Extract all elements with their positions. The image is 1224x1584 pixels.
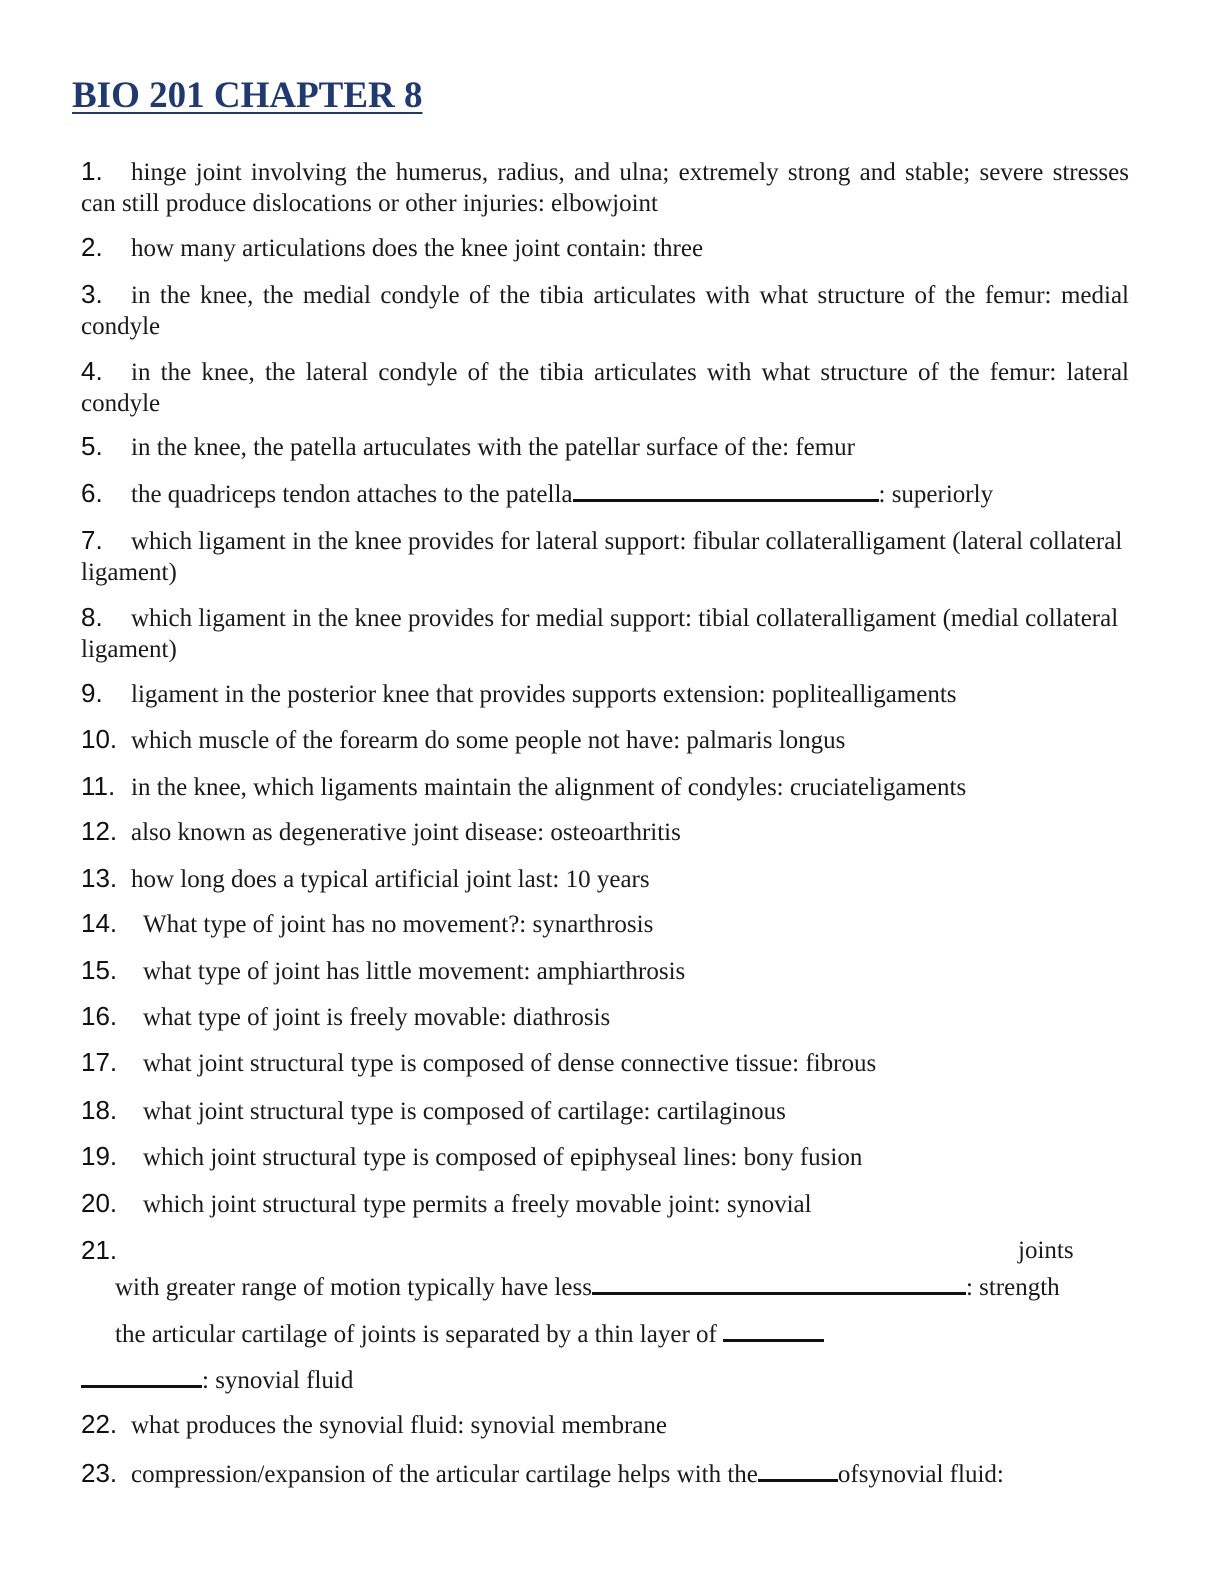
question-text: which ligament in the knee provides for lateral support: fibular collateralligament (lateral collateral ligament) xyxy=(81,528,1123,586)
question-12 xyxy=(81,816,1129,848)
question-text-before-blank: compression/expansion of the articular cartilage helps with the xyxy=(131,1461,758,1488)
question-3 xyxy=(81,279,1129,342)
question-number: 3. xyxy=(81,279,103,309)
answer-blank xyxy=(758,1457,838,1482)
question-21-line3 xyxy=(115,1317,824,1350)
question-number: 19. xyxy=(81,1141,118,1171)
question-text: in the knee, the lateral condyle of the tibia articulates with what structure of the femur: lateral condyle xyxy=(81,359,1129,417)
question-10 xyxy=(81,724,1129,756)
question-15 xyxy=(81,955,1129,987)
question-number: 22. xyxy=(81,1409,118,1439)
question-text-after-blank: : superiorly xyxy=(878,481,994,508)
question-text: in the knee, which ligaments maintain the alignment of condyles: cruciateligaments xyxy=(131,774,967,801)
answer-blank xyxy=(723,1317,824,1342)
question-13 xyxy=(81,863,1129,895)
question-number: 6. xyxy=(81,478,103,508)
question-text: what type of joint is freely movable: diathrosis xyxy=(143,1004,611,1031)
question-number: 1. xyxy=(81,156,103,186)
question-number: 14. xyxy=(81,908,118,938)
question-number: 17. xyxy=(81,1047,118,1077)
question-7 xyxy=(81,525,1129,588)
question-text-after-blank: : synovial fluid xyxy=(202,1367,354,1394)
question-text: which joint structural type is composed of epiphyseal lines: bony fusion xyxy=(143,1144,863,1171)
question-16 xyxy=(81,1001,1129,1033)
question-22 xyxy=(81,1409,1129,1441)
answer-blank xyxy=(81,1363,202,1388)
question-text-after-blank: : strength xyxy=(965,1274,1060,1301)
question-text-before-blank: the quadriceps tendon attaches to the patella xyxy=(131,481,573,508)
question-number: 11. xyxy=(81,771,116,801)
question-14 xyxy=(81,908,1129,940)
question-18 xyxy=(81,1095,1129,1127)
question-2 xyxy=(81,232,1129,264)
question-number: 23. xyxy=(81,1458,118,1488)
question-text: which ligament in the knee provides for medial support: tibial collateralligament (medial collateral ligament) xyxy=(81,605,1119,663)
question-text: what type of joint has little movement: amphiarthrosis xyxy=(143,958,686,985)
question-number: 13. xyxy=(81,863,118,893)
question-number: 2. xyxy=(81,232,103,262)
question-text: how many articulations does the knee joint contain: three xyxy=(131,235,704,262)
question-11 xyxy=(81,771,1129,803)
page-title: BIO 201 CHAPTER 8 xyxy=(72,75,423,116)
question-8 xyxy=(81,602,1129,665)
question-20 xyxy=(81,1188,1129,1220)
question-number: 16. xyxy=(81,1001,118,1031)
question-21 xyxy=(81,1235,1129,1267)
question-text: ligament in the posterior knee that provides supports extension: poplitealligaments xyxy=(131,681,957,708)
question-number: 7. xyxy=(81,525,103,555)
question-9 xyxy=(81,678,1129,710)
question-1 xyxy=(81,156,1129,219)
question-23 xyxy=(81,1457,1129,1490)
question-6 xyxy=(81,477,1129,510)
question-number: 5. xyxy=(81,431,103,461)
question-number: 8. xyxy=(81,602,103,632)
question-number: 9. xyxy=(81,678,103,708)
question-4 xyxy=(81,356,1129,419)
question-text: What type of joint has no movement?: synarthrosis xyxy=(143,911,654,938)
question-text-after-blank: ofsynovial fluid: xyxy=(837,1461,1004,1488)
question-number: 10. xyxy=(81,724,118,754)
question-number: 12. xyxy=(81,816,118,846)
question-number: 18. xyxy=(81,1095,118,1125)
question-number: 15. xyxy=(81,955,118,985)
question-text: which joint structural type permits a freely movable joint: synovial xyxy=(143,1191,812,1218)
question-text: also known as degenerative joint disease: osteoarthritis xyxy=(131,819,681,846)
question-text: in the knee, the patella artuculates with the patellar surface of the: femur xyxy=(131,434,855,461)
answer-blank xyxy=(592,1270,966,1295)
question-19 xyxy=(81,1141,1129,1173)
question-number: 4. xyxy=(81,356,103,386)
question-text: in the knee, the medial condyle of the tibia articulates with what structure of the femur: medial condyle xyxy=(81,282,1129,340)
question-21-line1-word: joints xyxy=(1018,1237,1074,1264)
question-5 xyxy=(81,431,1129,463)
question-21-line2 xyxy=(115,1270,1060,1303)
question-text: the articular cartilage of joints is separated by a thin layer of xyxy=(115,1321,717,1348)
question-text: hinge joint involving the humerus, radius, and ulna; extremely strong and stable; severe stresses can still produce dislocations or other injuries: elbowjoint xyxy=(81,159,1129,217)
question-text-before-blank: with greater range of motion typically have less xyxy=(115,1274,592,1301)
question-text: what produces the synovial fluid: synovial membrane xyxy=(131,1412,667,1439)
question-text: what joint structural type is composed of dense connective tissue: fibrous xyxy=(143,1050,877,1077)
question-number: 21. xyxy=(81,1235,118,1265)
answer-blank xyxy=(573,477,879,502)
question-number: 20. xyxy=(81,1188,118,1218)
question-17 xyxy=(81,1047,1129,1079)
question-text: how long does a typical artificial joint last: 10 years xyxy=(131,866,650,893)
question-text: what joint structural type is composed of cartilage: cartilaginous xyxy=(143,1098,786,1125)
question-text: which muscle of the forearm do some people not have: palmaris longus xyxy=(131,727,846,754)
question-21-line4 xyxy=(81,1363,353,1396)
